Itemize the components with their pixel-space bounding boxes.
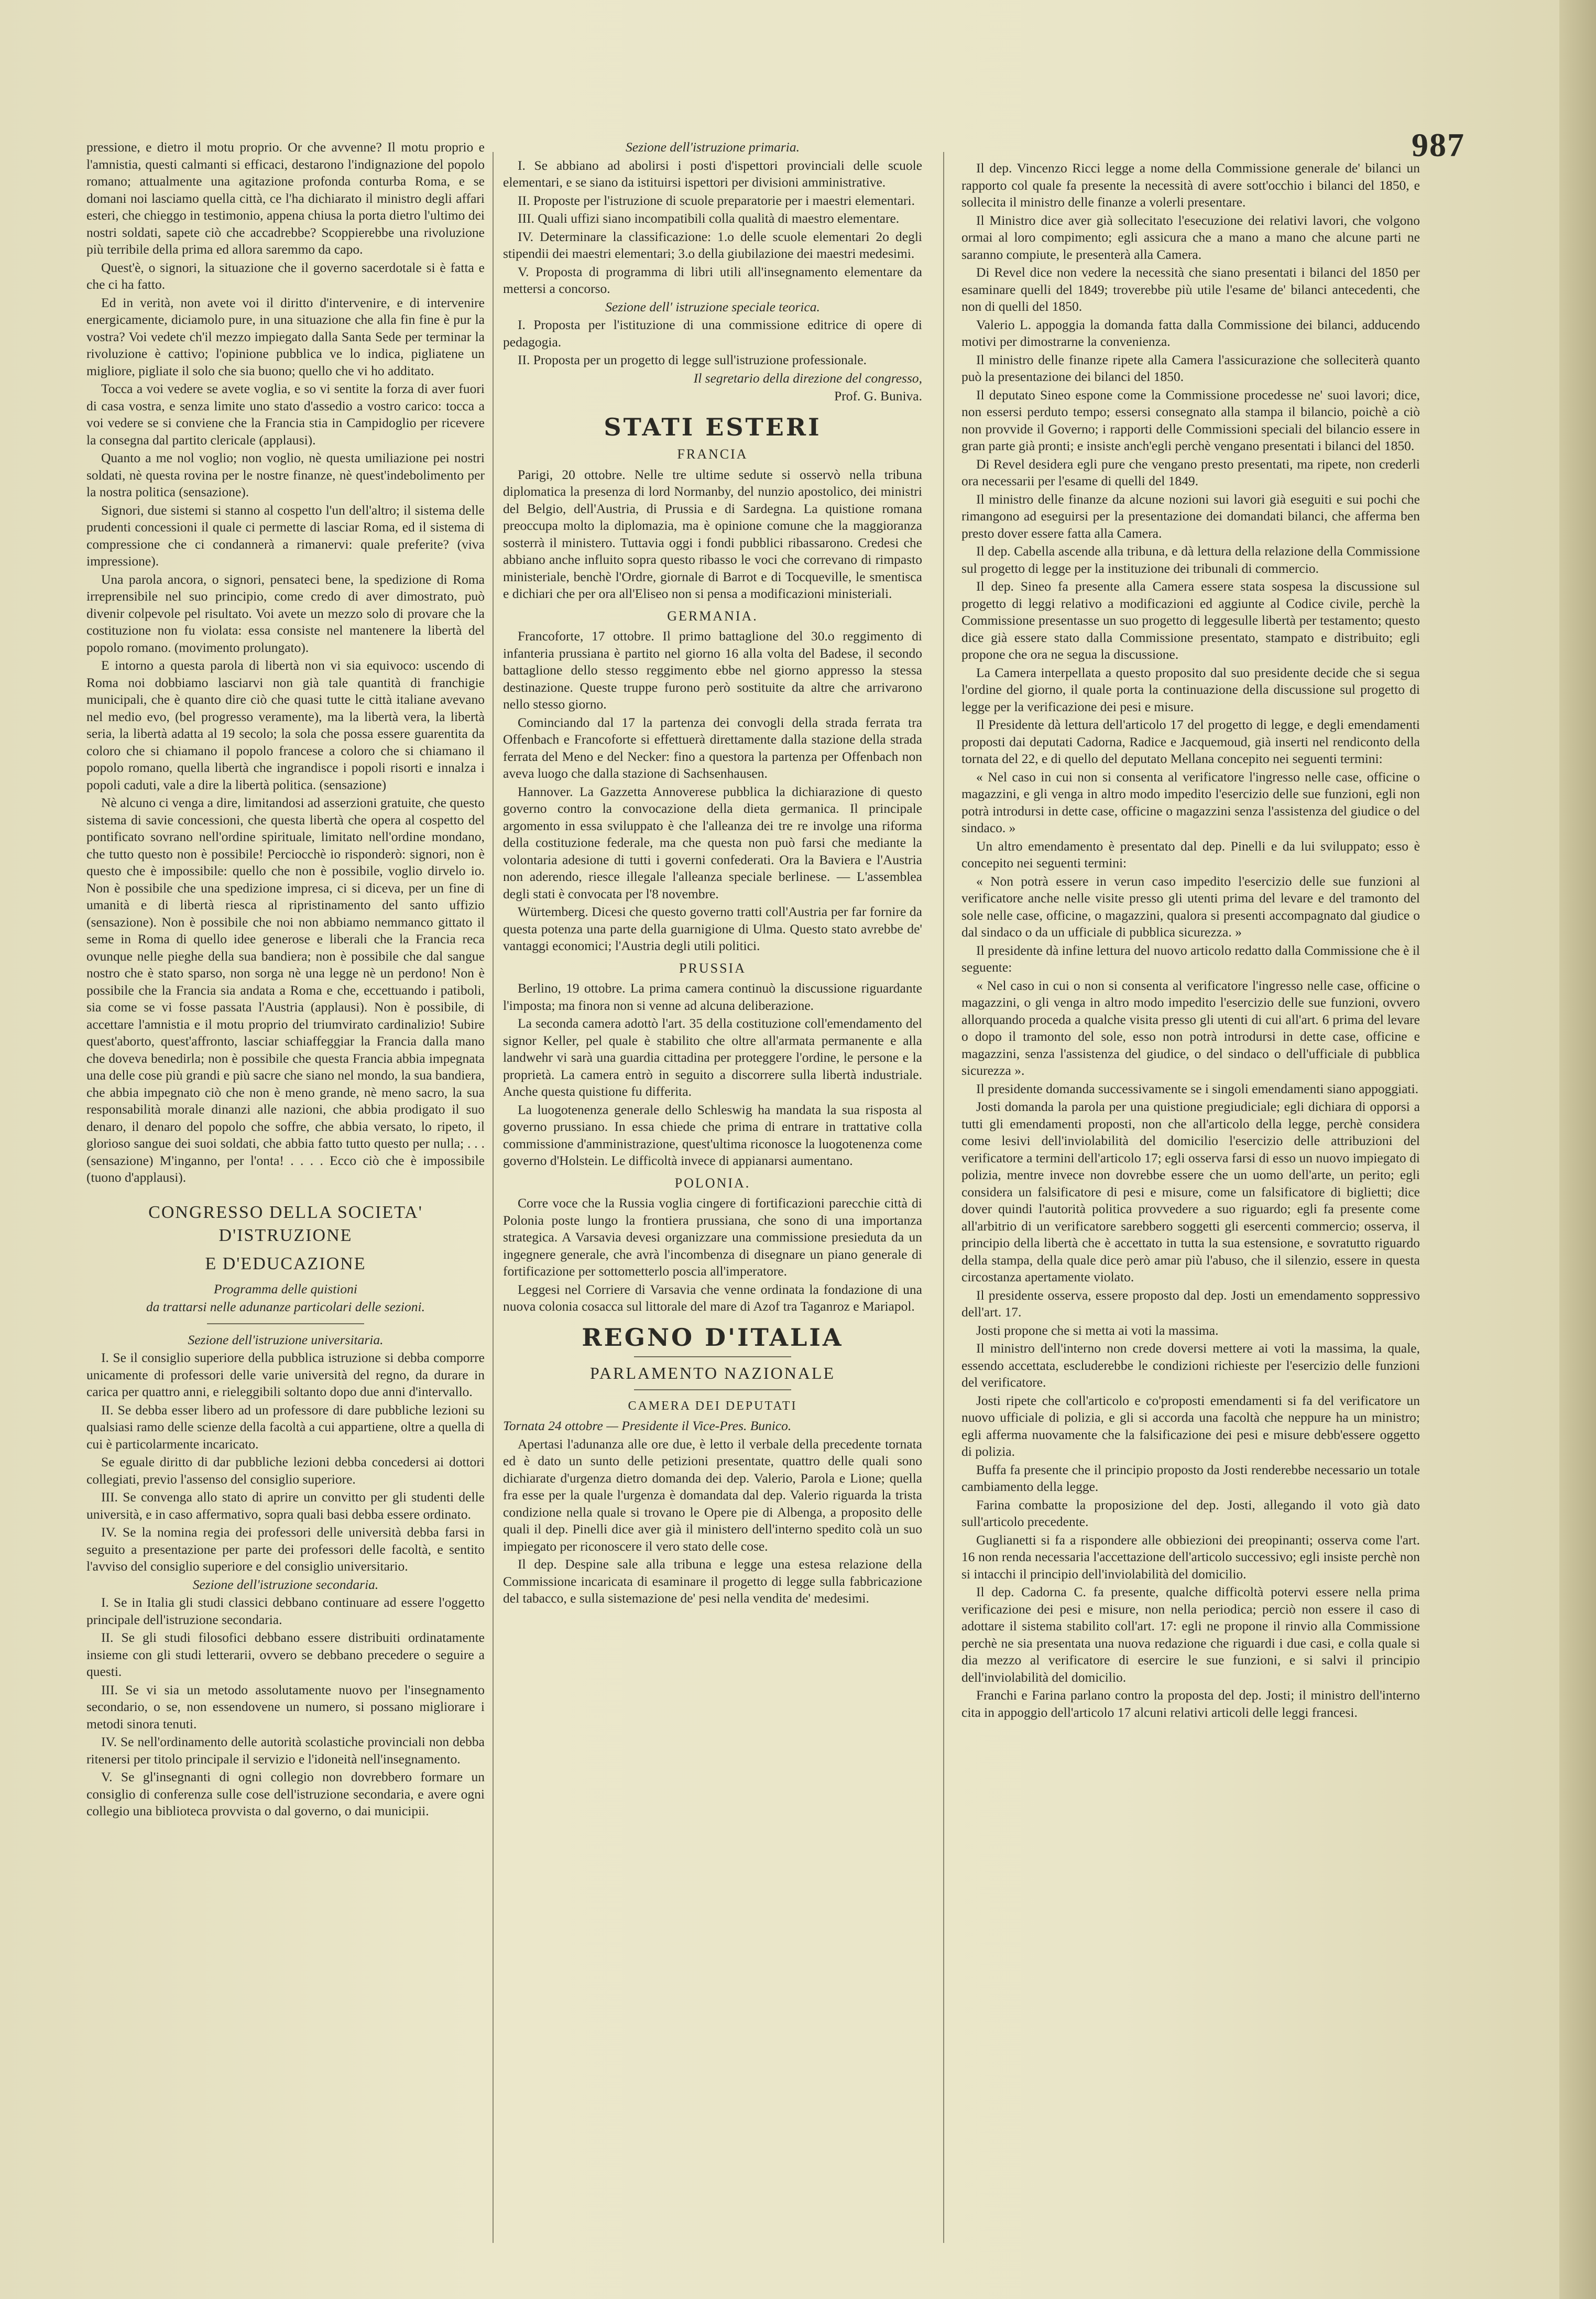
- parliament-heading: PARLAMENTO NAZIONALE: [590, 1364, 835, 1382]
- paragraph: Corre voce che la Russia voglia cingere di fortificazioni parecchie città di Polonia poste lungo la frontiera prussiana, che sono di una importanza strategica. A Varsavia devesi organizzare una commissione presieduta da un ingegnere generale, che avrà l'incombenza di disegnare un piano generale di fortificazione per sottometterlo poscia all'imperatore.: [503, 1195, 922, 1279]
- paragraph: Il ministro delle finanze ripete alla Camera l'assicurazione che solleciterà quanto può la presentazione dei bilanci del 1850.: [961, 352, 1420, 384]
- congress-subtitle: E D'EDUCAZIONE: [205, 1254, 366, 1273]
- list-item: I. Se in Italia gli studi classici debbano continuare ad essere l'oggetto principale dell'istruzione secondaria.: [86, 1595, 485, 1627]
- section-banner-stati-esteri: STATI ESTERI: [604, 412, 822, 441]
- list-item: II. Se gli studi filosofici debbano essere distribuiti ordinatamente insieme con gli studi letterarii, ovvero se debbano precedere o seguire a questi.: [86, 1630, 485, 1679]
- paragraph: Il Ministro dice aver già sollecitato l'esecuzione dei relativi lavori, che volgono ormai al loro compimento; egli assicura che a mano a mano che alcune parti ne saranno compiute, le presenterà alla Camera.: [961, 212, 1420, 262]
- signature: Il segretario della direzione del congresso,: [693, 370, 922, 386]
- column-1: [86, 139, 485, 2256]
- session-heading: Tornata 24 ottobre — Presidente il Vice-Pres. Bunico.: [503, 1418, 792, 1433]
- paragraph: Il dep. Despine sale alla tribuna e legge una estesa relazione della Commissione incaricata di esaminare il progetto di legge sulla fabbricazione del tabacco, e sulla sistemazione de' pesi nella vendita de' medesimi.: [503, 1556, 922, 1606]
- column-rule: [493, 152, 494, 2243]
- paragraph: pressione, e dietro il motu proprio. Or che avvenne? Il motu proprio e l'amnistia, questi calmanti si efficaci, destarono l'indignazione del popolo romano; attualmente una agitazione profonda conturba Roma, e se domani noi lasciamo quella città, ce l'ha dichiarato il ministro degli affari esteri, che chieggo in testimonio, appena chiusa la porta dietro l'ultimo dei nostri soldati, sapete ciò che accadrebbe? Scoppierebbe una rivoluzione più terribile della prima ed allora saremmo da capo.: [86, 139, 485, 257]
- paragraph: « Non potrà essere in verun caso impedito l'esercizio delle sue funzioni al verificatore anche nelle visite presso gli utenti prima del levare e del tramonto del sole nelle case, officine, o magazzini, qualora si presenti accompagnato dal giudice o dal sindaco o da un ufficiale di pubblica sicurezza. »: [961, 873, 1420, 940]
- paragraph: Il dep. Sineo fa presente alla Camera essere stata sospesa la discussione sul progetto di leggi relativo a modificazioni ed aggiunte al Codice civile, perchè la Commissione presentasse un suo progetto di leggesulle libertà per testamento; questo dice già essere stato dalla Commissione presentato, stampato e distribuito; egli propone che ora ne segua la discussione.: [961, 579, 1420, 662]
- paragraph: E intorno a questa parola di libertà non vi sia equivoco: uscendo di Roma noi dobbiamo lasciarvi non già tale quantità di franchigie municipali, che è quanto dire ciò che quasi tutte le città italiane avevano nel medio evo, (bel progresso veramente), ma la libertà vera, la libertà seria, la libertà adatta al 19 secolo; la sola che possa essere guarentita da coloro che si chiamano il popolo francese a coloro che si chiamano il popolo romano, quella libertà che ingrandisce i popoli risorti e innalza i popoli caduti, vale a dire la libertà politica. (sensazione): [86, 658, 485, 792]
- paragraph: Buffa fa presente che il principio proposto da Josti renderebbe necessario un totale cambiamento della legge.: [961, 1462, 1420, 1494]
- paragraph: Il ministro dell'interno non crede doversi mettere ai voti la massima, la quale, essendo accettata, escluderebbe le condizioni richieste per l'esercizio delle funzioni del verificatore.: [961, 1341, 1420, 1390]
- paragraph: Il Presidente dà lettura dell'articolo 17 del progetto di legge, e degli emendamenti proposti dai deputati Cadorna, Radice e Jacquemoud, già inserti nel rendiconto della tornata del 22, e di quello del deputato Mellana concepito nei seguenti termini:: [961, 717, 1420, 766]
- paragraph: Signori, due sistemi si stanno al cospetto l'un dell'altro; il sistema delle prudenti concessioni il quale ci permette di lasciar Roma, ed il sistema di compressione che ci condannerà a rimanervi: quale preferite? (viva impressione).: [86, 502, 485, 569]
- paragraph: Una parola ancora, o signori, pensateci bene, la spedizione di Roma irreprensibile nel suo principio, come credo di aver dimostrato, può divenir colpevole pel risultato. Voi avete un mezzo solo di provare che la costituzione non fu violata: essa consiste nel mantenere la libertà del popolo romano. (movimento prolungato).: [86, 571, 485, 655]
- list-item: V. Proposta di programma di libri utili all'insegnamento elementare da mettersi a concorso.: [503, 264, 922, 296]
- list-item: II. Se debba esser libero ad un professore di dare pubbliche lezioni su qualsiasi ramo delle scienze della facoltà a cui appartiene, oltre a quella di cui è particolarmente incaricato.: [86, 1402, 485, 1452]
- paragraph: Hannover. La Gazzetta Annoverese pubblica la dichiarazione di questo governo contro la convocazione della dieta germanica. Il principale argomento in essa sviluppato è che l'alleanza dei tre re involge una riforma della costituzione federale, ma che questa non può farsi che mediante la volontaria adesione di tutti i governi confederati. Ora la Baviera e l'Austria non aderendo, riesce illegale l'alleanza speciale berlinese. — L'assemblea degli stati è convocata per l'8 novembre.: [503, 783, 922, 901]
- list-item: V. Se gl'insegnanti di ogni collegio non dovrebbero formare un consiglio di conferenza sulle cose dell'istruzione secondaria, e avere ogni collegio una biblioteca provvista o dal governo, o dai municipii.: [86, 1769, 485, 1818]
- paragraph: La Camera interpellata a questo proposito dal suo presidente decide che si segua l'ordine del giorno, il quale porta la continuazione della discussione sul progetto di legge per la verificazione dei pesi e misure.: [961, 664, 1420, 714]
- country-heading: GERMANIA.: [667, 608, 758, 624]
- signature-name: Prof. G. Buniva.: [834, 388, 922, 404]
- paragraph: Tocca a voi vedere se avete voglia, e so vi sentite la forza di aver fuori di casa vostra, e senza limite uno stato d'assedio a vostro carico: tocca a voi vedere se si conviene che la Francia stia in Campidoglio per ricevere la consegna dal partito clericale (applausi).: [86, 381, 485, 448]
- section-heading: Sezione dell'istruzione primaria.: [626, 139, 800, 155]
- list-item: II. Proposta per un progetto di legge sull'istruzione professionale.: [518, 352, 867, 367]
- paragraph: Josti domanda la parola per una quistione pregiudiciale; egli dichiara di opporsi a tutti gli emendamenti proposti, non che all'articolo della legge, perchè considera come lesivi dell'inviolabilità del domicilio l'esercizio delle attribuzioni del verificatore a termini dell'articolo 17; egli osserva farsi di esso un nuovo impiegato di polizia, mentre invece non dovrebbe essere che un uomo dell'arte, un perito; egli considera un falsificatore di pesi e misure, come un falsificatore di biglietti; dice dover quindi l'autorità politica provvedere a suo riguardo; egli fa presente come all'arbitrio di un verificatore sarebbero soggetti gli esercenti commercio; osserva, il principio della libertà che è accettato in tutta la sua estensione, e sovratutto riguardo della stampa, della quale dice però amar più l'abuso, che il silenzio, essere in questa circostanza apertamente violato.: [961, 1099, 1420, 1284]
- paragraph: Würtemberg. Dicesi che questo governo tratti coll'Austria per far fornire da questa potenza una parte della guarnigione di Ulma. Questo stato avrebbe de' vantaggi economici; l'Austria degli utili politici.: [503, 904, 922, 953]
- list-item: I. Se abbiano ad abolirsi i posti d'ispettori provinciali delle scuole elementari, e se siano da istituirsi ispettori per divisioni amministrative.: [503, 157, 922, 190]
- paragraph: Quanto a me nol voglio; non voglio, nè questa umiliazione pei nostri soldati, nè questa rovina per le nostre finanze, nè quest'indebolimento per la nostra politica (sensazione).: [86, 450, 485, 499]
- chamber-heading: CAMERA DEI DEPUTATI: [628, 1399, 797, 1413]
- page-number: 987: [1412, 126, 1465, 164]
- paragraph: Ed in verità, non avete voi il diritto d'intervenire, e di intervenire energicamente, diciamolo pure, in una situazione che alla fin fine è pur la vostra? Voi vedete ch'il mezzo impiegato dalla Santa Sede per terminar la rivoluzione è cattivo; l'opinione pubblica ve lo indica, pigliatene un migliore, pigliate il solo che sia buono; quello che vi ho additato.: [86, 295, 485, 378]
- paragraph: Il presidente osserva, essere proposto dal dep. Josti un emendamento soppressivo dell'art. 17.: [961, 1287, 1420, 1320]
- divider: [634, 1356, 791, 1357]
- divider: [207, 1323, 364, 1324]
- paragraph: « Nel caso in cui non si consenta al verificatore l'ingresso nelle case, officine o magazzini, e gli venga in altro modo impedito l'esercizio delle sue funzioni, egli non potrà introdursi in dette case, officine o magazzini senza l'assistenza del giudice o del sindaco. »: [961, 769, 1420, 835]
- country-heading: PRUSSIA: [679, 960, 746, 976]
- program-subheading: da trattarsi nelle adunanze particolari delle sezioni.: [146, 1299, 425, 1314]
- paragraph: Il presidente domanda successivamente se i singoli emendamenti siano appoggiati.: [976, 1081, 1419, 1096]
- paragraph: Franchi e Farina parlano contro la proposta del dep. Josti; il ministro dell'interno cita in appoggio dell'articolo 17 alcuni relativi articoli delle leggi francesi.: [961, 1687, 1420, 1720]
- paragraph: Parigi, 20 ottobre. Nelle tre ultime sedute si osservò nella tribuna diplomatica la presenza di lord Normanby, del nunzio apostolico, dei ministri del Belgio, dell'Austria, di Prussia e di Sardegna. La quistione romana preoccupa molto la diplomazia, ma è opinione comune che la maggioranza sosterrà il ministero. Tuttavia oggi i fondi pubblici ribassarono. Credesi che abbiano anche influito sopra questo ribasso le voci che correvano di rimpasto ministeriale, benchè l'Ordre, giornale di Barrot e di Tocqueville, le smentisca e dichiari che per ora all'Eliseo non si pensa a modificazioni ministeriali.: [503, 466, 922, 601]
- paragraph: Leggesi nel Corriere di Varsavia che venne ordinata la fondazione di una nuova colonia cosacca sul littorale del mare di Azof tra Taganroz e Mariapol.: [503, 1281, 922, 1314]
- paragraph: Di Revel desidera egli pure che vengano presto presentati, ma ripete, non crederli ora necessarii per l'esame di quelli del 1849.: [961, 456, 1420, 488]
- paragraph: Il ministro delle finanze da alcune nozioni sui lavori già eseguiti e sui pochi che rimangono ad eseguirsi per la presentazione dei domandati bilanci, che afferma ben presto dover essere fatta alla Camera.: [961, 491, 1420, 541]
- paragraph: Farina combatte la proposizione del dep. Josti, allegando il voto già dato sull'articolo precedente.: [961, 1497, 1420, 1529]
- section-banner-regno-italia: REGNO D'ITALIA: [582, 1323, 844, 1352]
- column-rule: [943, 152, 944, 2243]
- congress-title: CONGRESSO DELLA SOCIETA' D'ISTRUZIONE: [148, 1202, 423, 1245]
- paragraph: Il dep. Cabella ascende alla tribuna, e dà lettura della relazione della Commissione sul progetto di legge per la instituzione dei tribunali di commercio.: [961, 543, 1420, 576]
- program-heading: Programma delle quistioni: [214, 1281, 357, 1296]
- column-3: [961, 139, 1420, 2261]
- country-heading: FRANCIA: [677, 446, 748, 462]
- paragraph: Josti propone che si metta ai voti la massima.: [976, 1322, 1219, 1338]
- paragraph: Josti ripete che coll'articolo e co'proposti emendamenti si fa del verificatore un nuovo ufficiale di polizia, e gli si accorda una facoltà che neppure ha un ministro; egli afferma nuovamente che la falsificazione dei pesi e misure debb'essere oggetto di polizia.: [961, 1392, 1420, 1459]
- list-item: III. Se vi sia un metodo assolutamente nuovo per l'insegnamento secondario, o se, non essendovene un numero, si possano migliorare i metodi sinora tenuti.: [86, 1682, 485, 1731]
- list-item: I. Proposta per l'istituzione di una commissione editrice di opere di pedagogia.: [503, 317, 922, 350]
- paragraph: Il deputato Sineo espone come la Commissione procedesse ne' suoi lavori; dice, non essersi perduto tempo; essersi consegnato alla stampa il bilancio, poichè a ciò non provvide il Governo; i rapporti delle Commissioni speciali del bilancio essere in gran parte già pronti; e insiste anch'egli perchè vengano presentati i bilanci del 1850.: [961, 387, 1420, 453]
- divider: [634, 1389, 791, 1390]
- paragraph: Valerio L. appoggia la domanda fatta dalla Commissione dei bilanci, adducendo motivi per dimostrarne la convenienza.: [961, 317, 1420, 349]
- paragraph: Il presidente dà infine lettura del nuovo articolo redatto dalla Commissione che è il seguente:: [961, 942, 1420, 975]
- list-item: III. Quali uffizi siano incompatibili colla qualità di maestro elementare.: [518, 211, 900, 226]
- list-item: I. Se il consiglio superiore della pubblica istruzione si debba comporre unicamente di professori delle varie università del regno, da durare in carica per quattro anni, e rieleggibili soltanto dopo due anni d'intervallo.: [86, 1350, 485, 1399]
- paragraph: Nè alcuno ci venga a dire, limitandosi ad asserzioni gratuite, che questo sistema di savie concessioni, che questa libertà che opera al cospetto del pontificato sovrano nell'ordine spirituale, limitato nell'ordine mondano, che tutto questo non è possibile! Perciocchè io risponderò: signori, non è questo che è impossibile: quello che non è possibile, voglio dirvelo io. Non è possibile che una spedizione impresa, ci si diceva, per un fine di umanità e di libertà riesca al ripristinamento del santo uffizio (sensazione). Non è possibile che noi non abbiamo nemmanco gittato il seme in Roma di quello idee generose e liberali che la Francia reca ovunque nelle pieghe della sua bandiera; non è possibile che dal sangue nostro che è stato sparso, non sorga nè una legge nè un perdono! Non è possibile che la Francia sia andata a Roma e che, eccettuando i patiboli, sia come se vi fosse passata l'Austria (applausi). Non è possibile, di accettare l'amnistia e il motu proprio del triumvirato cardinalizio! Subire quest'aborto, quest'affronto, lasciar schiaffeggiar la Francia dalla mano che doveva benedirla; non è possibile che questa Francia abbia impegnata una delle cose più grandi e più sacre che siano nel mondo, la sua bandiera, che abbia impegnato ciò che non è meno grande, nè meno sacro, la sua responsabilità morale dinanzi alle nazioni, che abbia prodigato il suo denaro, il denaro del popolo che soffre, che abbia versato, lo ripeto, il glorioso sangue dei suoi soldati, che abbia fatto tutto questo per nulla; . . . (sensazione) M'inganno, per l'onta! . . . . Ecco ciò che è impossibile (tuono d'applausi).: [86, 795, 485, 1185]
- paragraph: Quest'è, o signori, la situazione che il governo sacerdotale si è fatta e che ci ha fatto.: [86, 259, 485, 292]
- section-heading: Sezione dell'istruzione universitaria.: [188, 1332, 384, 1347]
- paragraph: « Nel caso in cui o non si consenta al verificatore l'ingresso nelle case, officine o magazzini, o gli venga in altro modo impedito l'esercizio delle sue funzioni, ovvero allorquando proceda a qualche visita presso gli utenti di cui all'art. 6 prima del levare o dopo il tramonto del sole, esso non potrà introdursi in dette case, officine e magazzini, senza l'assistenza del giudice, o del sindaco o dell'ufficiale di pubblica sicurezza ».: [961, 977, 1420, 1078]
- list-item: Se eguale diritto di dar pubbliche lezioni debba concedersi ai dottori collegiati, previo l'assenso del consiglio superiore.: [86, 1454, 485, 1487]
- paragraph: Un altro emendamento è presentato dal dep. Pinelli e da lui sviluppato; esso è concepito nei seguenti termini:: [961, 838, 1420, 870]
- paragraph: Berlino, 19 ottobre. La prima camera continuò la discussione riguardante l'imposta; ma finora non si venne ad alcuna deliberazione.: [503, 980, 922, 1013]
- paragraph: Il dep. Vincenzo Ricci legge a nome della Commissione generale de' bilanci un rapporto col quale fa presente la necessità di avere sott'occhio i bilanci del 1850, e sollecita il ministro delle finanze a volerli presentare.: [961, 160, 1420, 210]
- section-heading: Sezione dell' istruzione speciale teorica.: [605, 299, 820, 314]
- list-item: II. Proposte per l'istruzione di scuole preparatorie per i maestri elementari.: [518, 192, 915, 208]
- list-item: IV. Determinare la classificazione: 1.o delle scuole elementari 2o degli stipendii dei maestri elementari; 3.o della giubilazione dei maestri medesimi.: [503, 228, 922, 261]
- section-heading: Sezione dell'istruzione secondaria.: [192, 1576, 379, 1592]
- list-item: IV. Se la nomina regia dei professori delle università debba farsi in seguito a presentazione per parte dei professori delle facoltà, e sentito l'avviso del consiglio superiore e del consiglio universitario.: [86, 1524, 485, 1574]
- list-item: IV. Se nell'ordinamento delle autorità scolastiche provinciali non debba ritenersi per titolo principale il servizio e l'idoneità nell'insegnamento.: [86, 1734, 485, 1767]
- list-item: III. Se convenga allo stato di aprire un convitto per gli studenti delle università, e in caso affermativo, sopra quali basi debba essere ordinato.: [86, 1489, 485, 1522]
- paragraph: Guglianetti si fa a rispondere alle obbiezioni dei preopinanti; osserva come l'art. 16 non renda necessaria l'accettazione dell'articolo successivo; egli insiste perchè non si intacchi il principio dell'inviolabilità del domicilio.: [961, 1532, 1420, 1582]
- paragraph: Francoforte, 17 ottobre. Il primo battaglione del 30.o reggimento di infanteria prussiana è partito nel giorno 16 alla volta del Badese, il secondo battaglione dello stesso reggimento ebbe nel giorno appresso la stessa destinazione. Queste truppe furono però sostituite da altre che arrivarono nello stesso giorno.: [503, 628, 922, 712]
- column-2: [503, 139, 922, 2261]
- country-heading: POLONIA.: [674, 1175, 751, 1191]
- paragraph: La luogotenenza generale dello Schleswig ha mandata la sua risposta al governo prussiano. In essa chiede che prima di entrare in trattative colla commissione d'amministrazione, quest'ultima riconosce la luogotenenza come governo d'Holstein. Le difficoltà invece di appianarsi aumentano.: [503, 1102, 922, 1168]
- paragraph: Apertasi l'adunanza alle ore due, è letto il verbale della precedente tornata ed è dato un sunto delle petizioni presentate, quattro delle quali sono dichiarate d'urgenza dietro domanda dei dep. Valerio, Parola e Lione; quella fra esse per la quale l'urgenza è domandata dal dep. Valerio riguarda la trista condizione nella quale si trovano le Opere pie di Albenga, a proposito delle quali il dep. Pinelli dice aver già il ministero dell'interno spedito colà un suo impiegato per riconoscere il vero stato delle cose.: [503, 1436, 922, 1554]
- paragraph: Il dep. Cadorna C. fa presente, qualche difficoltà potervi essere nella prima verificazione dei pesi e misure, non nella periodica; perciò non essere il caso di adottare il sistema stabilito coll'art. 17: egli ne propone il rinvio alla Commissione perchè ne sia presentata una nuova redazione che riguardi i due casi, e colla quale si dia mezzo al verificatore di esercire le sue funzioni, e si salvi il principio dell'inviolabilità del domicilio.: [961, 1584, 1420, 1685]
- paragraph: La seconda camera adottò l'art. 35 della costituzione coll'emendamento del signor Keller, pel quale è stabilito che oltre all'armata permanente e alla landwehr vi sarà una guardia cittadina per proteggere l'ordine, le persone e la proprietà. La camera entrò in seguito a discorrere sulla libertà industriale. Anche questa quistione fu differita.: [503, 1016, 922, 1099]
- paragraph: Di Revel dice non vedere la necessità che siano presentati i bilanci del 1850 per esaminare quelli del 1849; troverebbe più utile l'esame de' bilanci antecedenti, che non di quelli del 1850.: [961, 265, 1420, 314]
- paragraph: Cominciando dal 17 la partenza dei convogli della strada ferrata tra Offenbach e Francoforte si effettuerà direttamente dalla stazione della strada ferrata del Meno e del Necker: fino a questora la partenza per Offenbach non aveva luogo che dalla stazione di Sachsenhausen.: [503, 714, 922, 781]
- page-edge: [1559, 0, 1596, 2299]
